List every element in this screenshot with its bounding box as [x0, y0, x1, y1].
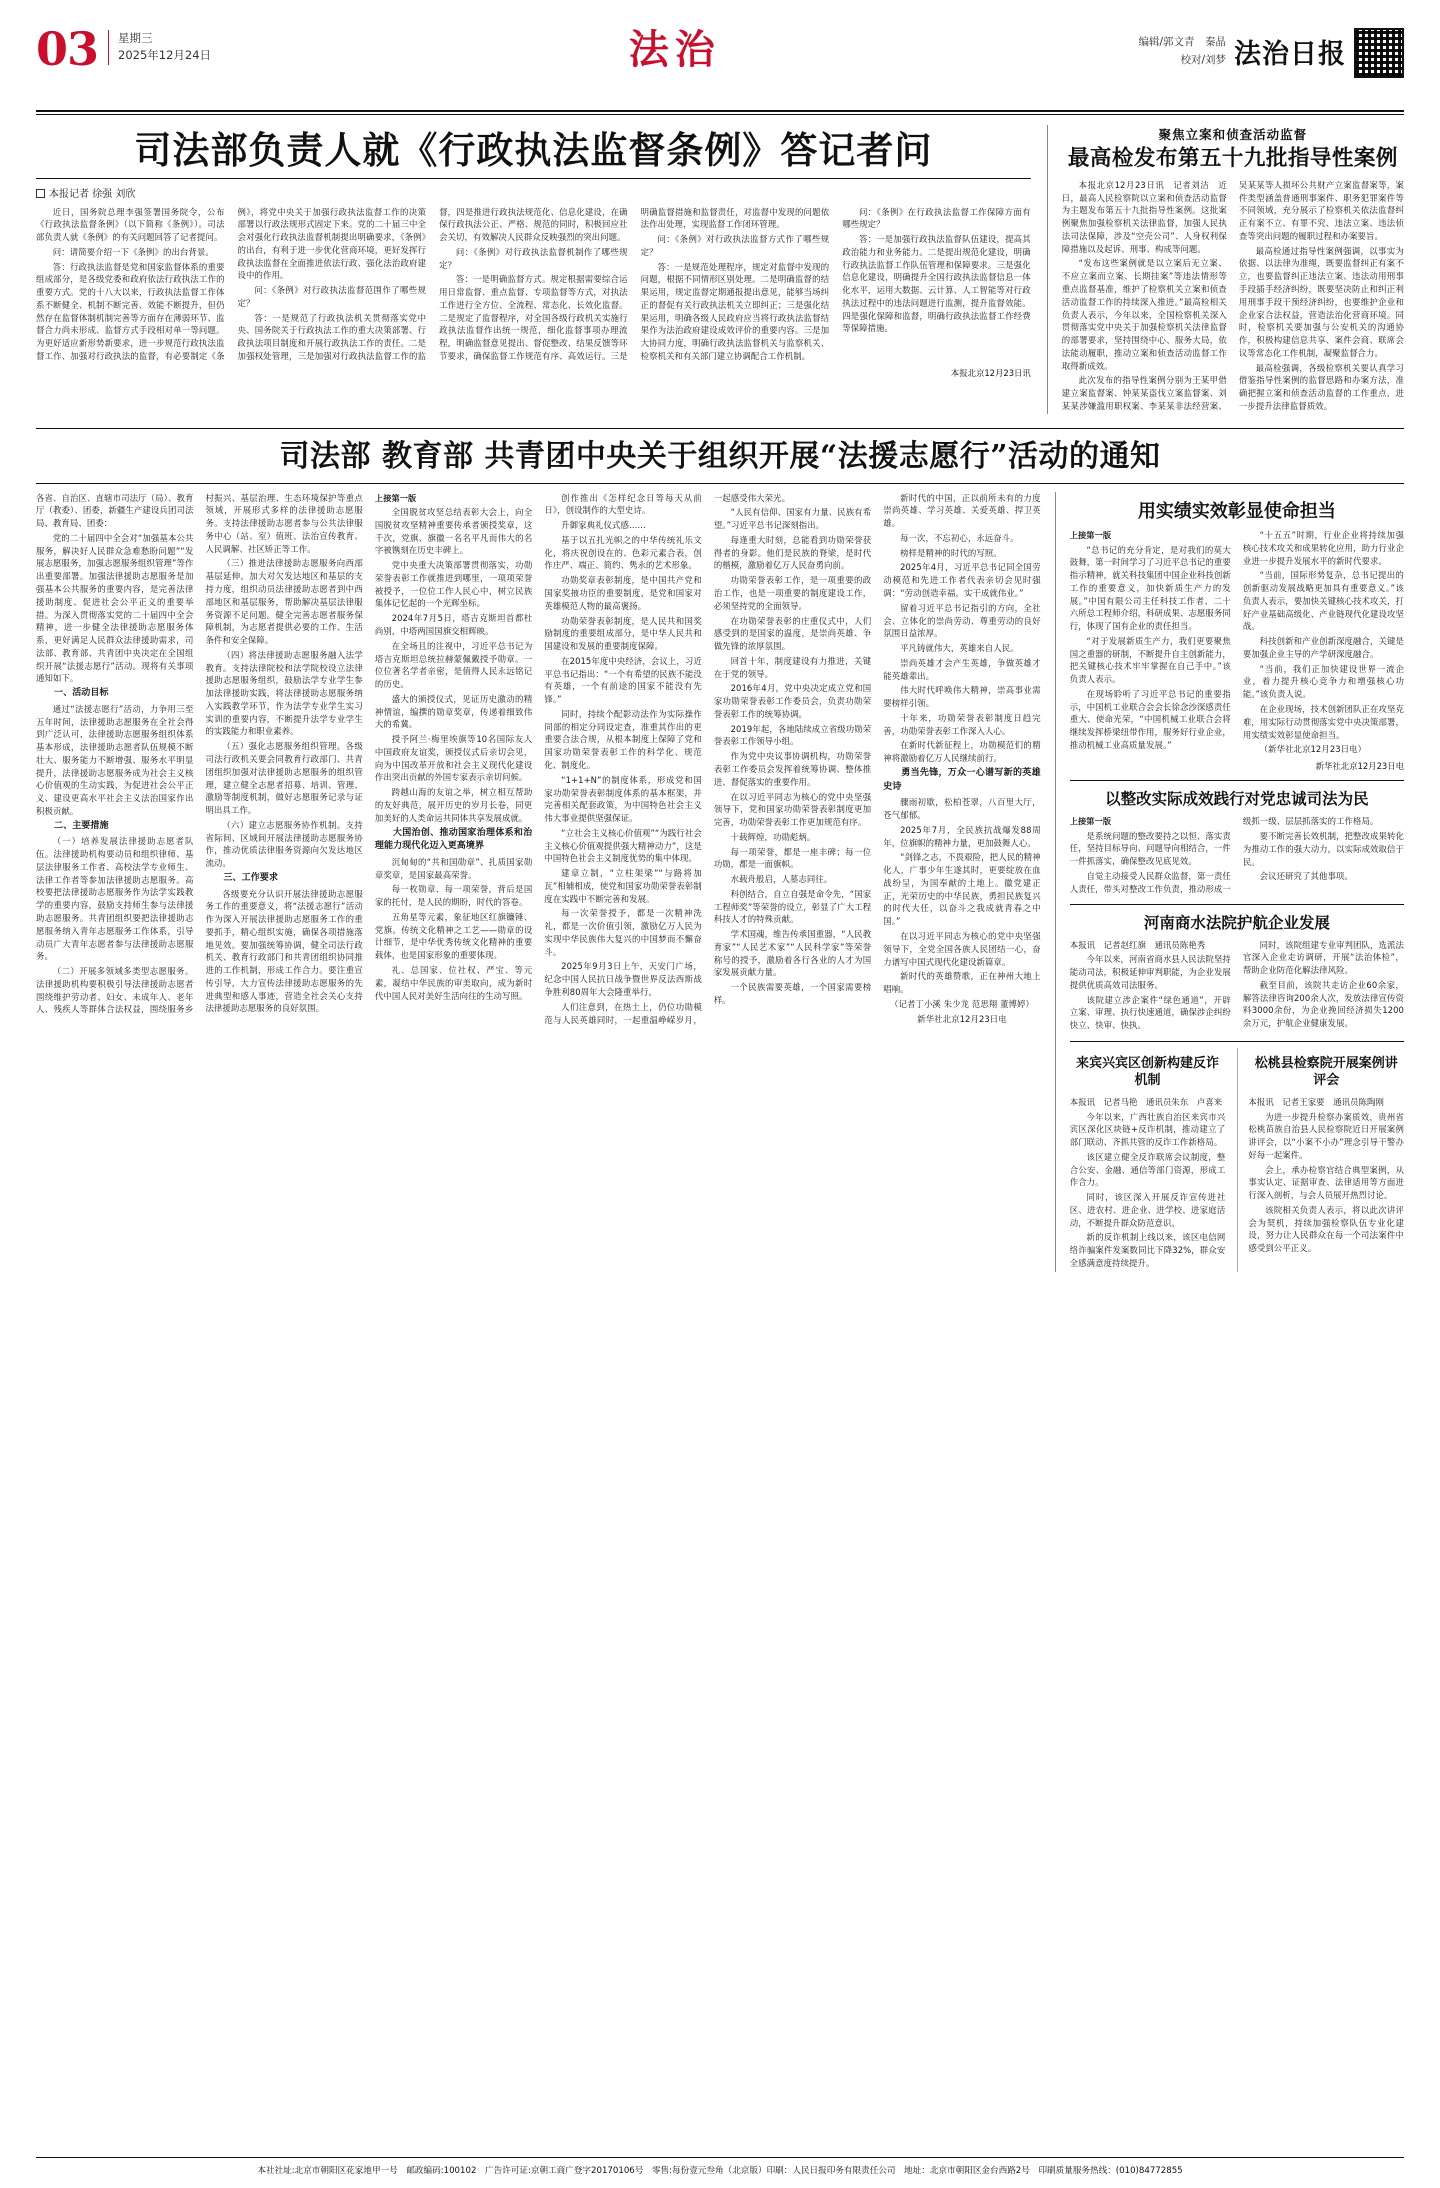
- paper-logo: 法治日报: [1234, 39, 1346, 70]
- merit-paragraph: “对于发展新质生产力，我们更要聚焦国之重器的研制，不断提升自主创新能力，把关键核心技术牢牢掌握在自己手中。”该负责人表示。: [1069, 635, 1231, 685]
- extra-paragraph: 升御家典礼仪式感……: [561, 520, 646, 531]
- extra-paragraph: 水载舟般启，人墓志同往。: [730, 874, 833, 885]
- notice-paragraph: （五）强化志愿服务组织管理。各级司法行政机关要会同教育行政部门、共青团组织加强对法律援助志愿服务的组织管理，建立健全志愿者招募、培训、管理、激励等制度机制，做好志愿服务记录与证明出具工作。: [205, 741, 363, 816]
- extra-paragraph: 新时代的中国，正以前所未有的力度崇尚英雄、学习英雄、关爱英雄、捍卫英雄。: [883, 492, 1041, 529]
- continuation-marker: 上接第一版: [1069, 816, 1112, 827]
- secondary-paragraph: “发布这些案例就是以立案后无立案、不应立案而立案、长期挂案”等违法情形等重点监督基准，维护了检察机关立案和侦查活动监督工作的持续深入推进。”最高检相关负责人表示，今年以来，全国检察机关深入贯彻落实党中央关于加强检察机关法律监督的部署要求，坚持围绕中心、服务大局，依法能动履职，推动立案和侦查活动监督工作取得新成效。: [1061, 258, 1227, 371]
- notice-paragraph: （四）将法律援助志愿服务融入法学教育。支持法律院校和法学院校设立法律援助志愿服务组织，鼓励法学专业学生参加法律援助实践，将法律援助志愿服务纳入实践教学环节，作为法学专业学生实习实训的重要内容，不断提升法学专业学生的实践能力和职业素养。: [205, 649, 363, 737]
- continuation-paragraph: 党中央重大决策部署贯彻落实，功勋荣誉表彰工作就推进到哪里，一项项荣誉被授予，一位位工作人民心中，树立民族集体记忆起的一个光辉坐标。: [374, 560, 533, 609]
- weekday-label: 星期三: [118, 31, 153, 45]
- extra-paragraph: 每逢重大时刻，总能看到功勋荣誉获得者的身影。他们是民族的脊梁，是时代的楷模，激励着亿万人民奋勇向前。: [713, 534, 872, 571]
- merit-paragraph: （新华社北京12月23日电）: [1259, 744, 1367, 755]
- extra-paragraph: “1+1+N”的制度体系，形成党和国家功勋荣誉表彰制度体系的基本框架，并完善相关配套政策，为中国特色社会主义伟大事业提供坚强保证。: [544, 774, 702, 824]
- songxi-paragraph: 为进一步提升检察办案质效，贵州省松桃苗族自治县人民检察院近日开展案例讲评会，以“小案不小办”理念引导干警办好每一起案件。: [1248, 1111, 1405, 1160]
- extra-paragraph: 2019年起，各地陆续成立省级功勋荣誉表彰工作领导小组。: [713, 723, 872, 747]
- article-songxi: [1237, 1048, 1404, 1272]
- continuation-paragraph: 全国脱贫攻坚总结表彰大会上，向全国脱贫攻坚精神重要传承者颁授奖章，这千次，党旗、旗徽一名名平凡而伟大的名字被镌刻在历史丰碑上。: [374, 507, 533, 556]
- extra-paragraph: 伟大时代呼唤伟大精神，崇高事业需要榜样引领。: [883, 685, 1041, 709]
- henan-byline: 本报讯 记者赵红旗 通讯员陈艳秀: [1069, 939, 1206, 950]
- right-column: [1055, 492, 1404, 1272]
- xingbin-paragraph: 新的反诈机制上线以来，该区电信网络诈骗案件发案数同比下降32%，群众安全感满意度持续提升。: [1069, 1232, 1226, 1268]
- merit-paragraph: “当前，国际形势复杂，总书记提出的创新驱动发展战略更加具有重要意义。”该负责人表示，要加快关键核心技术攻关，打好产业基础高级化、产业链现代化建设攻坚战。: [1242, 570, 1404, 632]
- xingbin-headline: 来宾兴宾区创新构建反诈机制: [1076, 1056, 1220, 1088]
- right-divider: [1070, 780, 1404, 781]
- editor-label: 编辑/郭文青 秦晶: [1138, 36, 1226, 48]
- qr-code-icon[interactable]: [1354, 28, 1404, 78]
- article-loyalty: [1070, 789, 1404, 895]
- continuation-paragraph: 沉甸甸的“共和国勋章”、扎质国家勋章奖章，是国家最高荣誉。: [374, 856, 533, 880]
- henan-headline: 河南商水法院护航企业发展: [1143, 912, 1330, 932]
- extra-paragraph: 2025年9月3日上午，天安门广场，纪念中国人民抗日战争暨世界反法西斯战争胜利80周年大会隆重举行。: [544, 961, 702, 997]
- body-section: [36, 492, 1404, 1272]
- poem-paragraph: 2025年7月，全民族抗战爆发88周年，位旗帜的精神力量，更加鼓舞人心。: [883, 824, 1041, 848]
- bottom-right-pair: [1070, 1048, 1404, 1272]
- proofreader-label: 校对/刘梦: [1180, 53, 1226, 66]
- notice-article: [36, 492, 1041, 1272]
- songxi-body: [1248, 1096, 1404, 1255]
- extra-paragraph: 留着习近平总书记指引的方向，全社会、立体化的崇尚劳动、尊重劳动的良好氛围日益浓厚。: [883, 602, 1041, 639]
- songxi-paragraph: 会上，承办检察官结合典型案例，从事实认定、证据审查、法律适用等方面进行深入剖析，与会人员展开热烈讨论。: [1248, 1164, 1405, 1201]
- extra-paragraph: 每一次，不忘初心，永远奋斗。: [900, 532, 1019, 543]
- poem-subhead: 勇当先锋，万众一心谱写新的英雄史诗: [883, 767, 1041, 792]
- masthead: [36, 22, 1404, 104]
- songxi-paragraph: 该院相关负责人表示，将以此次讲评会为契机，持续加强检察队伍专业化建设，努力让人民群众在每一个司法案件中感受到公平正义。: [1248, 1204, 1405, 1254]
- merit-paragraph: 在现场聆听了习近平总书记的重要指示，中国机工业联合会会长徐念沙深感责任重大、使命光荣，“中国机械工业联合会将继续发挥桥梁纽带作用，服务好行业企业，推动机械工业高质量发展。”: [1069, 688, 1231, 750]
- extra-paragraph: 回首十年，制度建设有力推进，关键在于党的领导。: [713, 655, 872, 679]
- continuation-paragraph: 五角星等元素，象征地区红旗镰锤、党旗。传统文化精神之工艺——勋章的设计细节，是中华优秀传统文化精神的重要载体，也是国家形象的重要体现。: [374, 911, 533, 961]
- extra-paragraph: 每一项荣誉，都是一座丰碑；每一位功勋，都是一面旗帜。: [713, 846, 872, 870]
- extra-paragraph: 在功勋荣誉表彰的庄重仪式中，人们感受到的是国家的温度，是崇尚英雄、争做先锋的浓厚氛围。: [713, 615, 872, 652]
- xingbin-paragraph: 该区建立健全反诈联席会议制度，整合公安、金融、通信等部门资源，形成工作合力。: [1069, 1151, 1226, 1188]
- extra-paragraph: 在2015年度中央经济，会议上，习近平总书记指出：“一个有希望的民族不能没有英雄，一个有前途的国家不能没有先锋。”: [544, 655, 702, 705]
- notice-subhead: 二、主要措施: [54, 820, 109, 831]
- extra-paragraph: 建章立制，“立柱架梁”“与路将加瓦”相辅相成，使党和国家功勋荣誉表彰制度在实践中不断完善和发展。: [544, 868, 702, 904]
- notice-paragraph: （三）推进法律援助志愿服务向西部基层延伸。加大对欠发达地区和基层的支持力度，组织动员法律援助志愿者到中西部地区和基层服务，帮助解决基层法律服务资源不足问题。健全完善志愿者服务保障机制，为志愿者提供必要的工作、生活条件和安全保障。: [205, 558, 363, 646]
- notice-subhead: 三、工作要求: [223, 872, 279, 883]
- extra-paragraph: 功勋荣誉表彰制度，是人民共和国奖励制度的重要组成部分，是中华人民共和国建设和发展的重要制度保障。: [544, 615, 702, 652]
- loyalty-headline: 以整改实际成效践行对党忠诚司法为民: [1105, 789, 1369, 809]
- secondary-paragraph: 最高检通过指导性案例强调，以事实为依据、以法律为准绳，既要监督纠正有案不立，也要监督纠正违法立案、违法动用刑事手段插手经济纠纷，既要坚决防止和纠正利用刑事手段干预经济纠纷，也要维护企业和企业家合法权益，营造法治化营商环境。同时，检察机关要加强与公安机关的沟通协作，积极构建信息共享、案件会商、联席会议等常态化工作机制，凝聚监督合力。: [1238, 245, 1404, 358]
- extra-paragraph: 基于以五扎光帜之的中华传统礼乐文化，将庆祝创设在的、色彩元素合表，创作庄严、端正、简约、隽永的艺术形象。: [544, 534, 702, 571]
- xingbin-byline: 本报讯 记者马艳 通讯员朱东 卢喜来: [1069, 1096, 1223, 1107]
- notice-body: [36, 492, 1041, 1027]
- henan-paragraph: 截至目前，该院共走访企业60余家，解答法律咨询200余人次，发放法律宣传资料3000余份，为企业挽回经济损失1200余万元，护航企业健康发展。: [1242, 979, 1404, 1029]
- lead-paragraph: 答：一是明确监督方式。规定根据需要综合运用日常监督、重点监督、专项监督等方式，对执法工作进行全方位、全流程、常态化、长效化监督。二是规定了监督程序，对全国各级行政机关实施行政执法监督作出统一规范，细化监督事项办理流程，明确监督意见提出、督促整改、结果反馈等环节要求，确保监督工作规范有序、高效运行。三是明确监督措施和监督责任，对监督中发现的问题依法作出处理，实现监督工作闭环管理。: [439, 206, 830, 361]
- extra-paragraph: 十年来，功勋荣誉表彰制度日趋完善，功勋荣誉表彰工作深入人心。: [883, 712, 1041, 736]
- extra-paragraph: 在新时代新征程上，功勋模范们的精神将激励着亿万人民继续前行。: [883, 740, 1041, 764]
- lead-paragraph: 近日，国务院总理李强签署国务院令，公布《行政执法监督条例》（以下简称《条例》）。司法部负责人就《条例》的有关问题回答了记者提问。: [36, 206, 225, 243]
- poem-signature: （记者丁小溪 朱少龙 范思翔 董博婷）: [890, 998, 1034, 1009]
- extra-paragraph: 学术国魂，维告传承国重器，“人民教育家”“人民艺术家”“人民科学家”等荣誉称号的授予，激励着各行各业的人才为国家发展贡献力量。: [713, 929, 872, 978]
- extra-paragraph: 2025年4月，习近平总书记同全国劳动模范和先进工作者代表亲切会见时强调：“劳动创造幸福，实干成就伟业。”: [883, 562, 1041, 599]
- loyalty-body: [1070, 815, 1404, 895]
- poem-paragraph: 骤雨初歇，松柏苍翠，八百里大厅，苍气郁郁。: [883, 797, 1041, 821]
- loyalty-paragraph: 是系统问题的整改要持之以恒、落实责任，坚持目标导向、问题导向相结合，一件一件抓落实，确保整改见底见效。: [1069, 830, 1231, 867]
- extra-paragraph: 在以习近平同志为核心的党中央坚强领导下，党和国家功勋荣誉表彰制度更加完善，功勋荣誉表彰工作更加规范有序。: [713, 791, 872, 828]
- secondary-article: [1047, 125, 1404, 414]
- top-section: [36, 125, 1404, 414]
- xingbin-paragraph: 同时，该区深入开展反诈宣传进社区、进农村、进企业、进学校、进家庭活动，不断提升群众防范意识。: [1069, 1192, 1226, 1228]
- notice-paragraph: 党的二十届四中全会对“加强基本公共服务，解决好人民群众急难愁盼问题”“发展志愿服务，加强志愿服务组织管理”等作出重要部署。加强法律援助志愿服务是加强基本公共服务的重要内容，是完善法律援助制度、促进社会公平正义的重要举措。为深入贯彻落实党的二十届四中全会精神，进一步健全法律援助志愿服务体系，更好满足人民群众法律援助需求，司法部、教育部、共青团中央决定在全国组织开展“法援志愿行”活动。现将有关事项通知如下。: [36, 532, 194, 684]
- merit-paragraph: 科技创新和产业创新深度融合，关键是要加强企业主导的产学研深度融合。: [1242, 636, 1404, 659]
- right-divider: [1070, 1041, 1404, 1042]
- secondary-body: [1062, 179, 1404, 414]
- notice-recipients: 各省、自治区、直辖市司法厅（局）、教育厅（教委）、团委，新疆生产建设兵团司法局、教育局、团委：: [36, 492, 194, 529]
- merit-paragraph: 在企业现场，技术创新团队正在攻坚克难，用实际行动贯彻落实党中央决策部署，用实绩实效彰显使命担当。: [1242, 704, 1404, 740]
- henan-body: [1070, 939, 1404, 1033]
- continuation-paragraph: 在全场且的注视中，习近平总书记为塔吉克斯坦总统拉赫蒙佩戴授予勋章。一位位著名学者亲密，是值得人民永远铭记的历史。: [374, 640, 533, 690]
- secondary-paragraph: 最高检强调，各级检察机关要认真学习借鉴指导性案例的监督思路和办案方法，准确把握立案和侦查活动监督的工作重点，进一步提升法律监督质效。: [1238, 362, 1404, 411]
- article-henan: [1070, 913, 1404, 1034]
- poem-paragraph: 新时代的英雄赞歌，正在神州大地上唱响。: [883, 971, 1041, 995]
- loyalty-paragraph: 会议还研究了其他事项。: [1259, 871, 1353, 882]
- notice-paragraph: （二）开展多领域多类型志愿服务。法律援助机构要积极引导法律援助志愿者围绕维护劳动者、妇女、未成年人、老年人、残疾人等群体合法权益，围绕服务乡村振兴、基层治理、生态环境保护等重点领域，开展形式多样的法律援助志愿服务。支持法律援助志愿者参与公共法律服务中心（站、室）值班、法治宣传教育、人民调解、社区矫正等工作。: [36, 492, 363, 1015]
- secondary-headline: 最高检发布第五十九批指导性案例: [1067, 146, 1398, 171]
- date-block: [108, 30, 211, 65]
- byline-marker-icon: [36, 189, 45, 198]
- lead-dateline: 本报北京12月23日讯: [950, 367, 1031, 378]
- lead-article: [36, 125, 1031, 414]
- lead-byline: [36, 185, 1031, 200]
- continuation-paragraph: 跨越山海的友谊之举，树立相互帮助的友好典范，展开历史的岁月长卷，同更加美好的人类命运共同体共享发展成就。: [374, 787, 533, 823]
- notice-paragraph: 通过“法援志愿行”活动，力争用三至五年时间，法律援助志愿服务在全社会得到广泛认可，法律援助志愿服务组织体系基本形成，法律援助志愿者队伍规模不断壮大、服务能力不断增强、服务水平明显提升，法律援助志愿服务成为社会主义核心价值观的生动实践，为促进社会公平正义、建设更高水平社会主义法治国家作出积极贡献。: [36, 703, 194, 816]
- extra-paragraph: 功勋奖章表彰制度，是中国共产党和国家奖掖功臣的重要制度，是党和国家对英雄模范人物的最高褒扬。: [544, 575, 702, 611]
- article-xingbin: [1070, 1048, 1226, 1272]
- continuation-paragraph: 授予阿兰·梅里埃旗等10名国际友人中国政府友谊奖，颁授仪式后亲切会见，向为中国改革开放和社会主义现代化建设作出突出贡献的外国专家表示亲切问候。: [374, 734, 533, 783]
- extra-paragraph: 2016年4月，党中央决定成立党和国家功勋荣誉表彰工作委员会，负责功勋荣誉表彰工作的统筹协调。: [713, 683, 872, 719]
- continuation-marker: 上接第一版: [374, 492, 417, 503]
- extra-paragraph: 科创结合，自立自强是命令先，“国家工程师奖”等荣誉的设立，彰显了广大工程科技人才的特殊贡献。: [713, 888, 872, 925]
- merit-headline: 用实绩实效彰显使命担当: [1137, 500, 1336, 522]
- continuation-paragraph: 盛大的颁授仪式，见证历史激动的精神情谊，编撰的勋章奖章，传递着细致伟大的希冀。: [374, 693, 533, 730]
- continuation-paragraph: 每一枚勋章、每一项荣誉，背后是国家的托付，是人民的期盼，时代的答卷。: [374, 884, 533, 908]
- section-header: [211, 26, 1138, 72]
- masthead-left: [36, 22, 212, 76]
- notice-paragraph: （一）培养发展法律援助志愿者队伍。法律援助机构要动员和组织律师、基层法律服务工作者、高校法学专业师生、法律工作者等参加法律援助志愿服务。高校要把法律援助志愿服务作为法学实践教学的重要内容，鼓励支持师生参与法律援助志愿服务。共青团组织要把法律援助志愿服务纳入青年志愿服务工作体系，引导动员广大青年志愿者参与法律援助志愿服务。: [36, 836, 194, 962]
- lead-paragraph: 问：《条例》对行政执法监督机制作了哪些规定？: [439, 246, 628, 270]
- lead-body: [36, 206, 1031, 363]
- masthead-rule: [36, 110, 1404, 112]
- loyalty-paragraph: 要不断完善长效机制，把整改成果转化为推动工作的强大动力，以实际成效取信于民。: [1242, 830, 1404, 867]
- secondary-shoulder: 聚焦立案和侦查活动监督: [1158, 127, 1308, 142]
- merit-dateline: 新华社北京12月23日电: [1315, 761, 1404, 772]
- lead-paragraph: 问：《条例》在行政执法监督工作保障方面有哪些规定？: [842, 206, 1031, 230]
- extra-paragraph: 功勋荣誉表彰工作，是一项重要的政治工作，也是一项重要的制度建设工作，必须坚持党的全面领导。: [713, 575, 872, 611]
- extra-paragraph: 崇尚英雄才会产生英雄，争做英雄才能英雄辈出。: [883, 657, 1041, 681]
- continuation-paragraph: 礼、总国家、位社权、严宝、等元素，凝结中华民族的审美取向，成为新时代中国人民对美好生活向往的生动写照。: [374, 964, 533, 1001]
- songxi-headline: 松桃县检察院开展案例讲评会: [1254, 1056, 1398, 1088]
- lead-paragraph: 答：行政执法监督是党和国家监督体系的重要组成部分，是各级党委和政府依法行政执法工作的重要方式。党的十八大以来，行政执法监督工作体系不断健全、机制不断完善、效能不断提升，但仍然存在监督体制机制完善等方面存在薄弱环节、监督合力尚未形成、监督方式手段相对单一等问题。为更好适应新形势新要求，进一步规范行政执法监督工作、加强对行政执法的监督，有必要制定《条例》，将党中央关于加强行政执法监督工作的决策部署以行政法规形式固定下来。党的二十届三中全会对强化行政执法监督机制提出明确要求，《条例》的出台，有利于进一步优化营商环境，更好发挥行政执法监督在全面推进依法行政、强化法治政府建设中的作用。: [36, 206, 427, 361]
- continuation-paragraph: 2024年7月5日，塔吉克斯坦首都杜尚别，中塔两国国旗交相辉映。: [374, 613, 533, 637]
- continuation-marker: 上接第一版: [1069, 530, 1112, 541]
- right-divider: [1070, 904, 1404, 905]
- section-title: 法治: [628, 26, 721, 73]
- henan-paragraph: 该院建立涉企案件“绿色通道”，开辟立案、审理、执行快速通道，确保涉企纠纷快立、快审、快执。: [1069, 994, 1231, 1031]
- notice-headline: 司法部 教育部 共青团中央关于组织开展“法援志愿行”活动的通知: [279, 438, 1161, 474]
- lead-paragraph: 问：《条例》对行政执法监督方式作了哪些规定？: [640, 234, 830, 257]
- lead-headline-rule: [36, 178, 1031, 179]
- page-footer: 本社社址:北京市朝阳区花家地甲一号 邮政编码:100102 广告许可证:京朝工商广登字20170106号 零售:每份壹元叁角（北京版）印刷：人民日报印务有限责任公司 地址：北京市朝阳区金台西路2号 印刷质量服务热线：(010)84772855: [36, 2157, 1404, 2176]
- extra-paragraph: “人民有信仰、国家有力量、民族有希望。”习近平总书记深刻指出。: [713, 507, 872, 531]
- extra-paragraph: 榜样是精神的时代的写照。: [900, 547, 1002, 558]
- notice-rule: [36, 483, 1404, 484]
- poem-paragraph: 在以习近平同志为核心的党中央坚强领导下，全党全国各族人民团结一心，奋力谱写中国式现代化建设新篇章。: [883, 930, 1041, 967]
- masthead-rule-thin: [36, 114, 1404, 115]
- extra-paragraph: 每一次荣誉授予，都是一次精神洗礼，都是一次价值引领，激励亿万人民为实现中华民族伟大复兴的中国梦而不懈奋斗。: [544, 908, 702, 957]
- credits-block: [1138, 26, 1226, 70]
- henan-paragraph: 今年以来，河南省商水县人民法院坚持能动司法，积极延伸审判职能，为企业发展提供优质高效司法服务。: [1069, 954, 1231, 990]
- lead-paragraph: 答：一是加强行政执法监督队伍建设，提高其政治能力和业务能力。二是提出规范化建设，明确行政执法监督工作队伍管理和保障要求。三是强化信息化建设，明确提升全国行政执法监督信息一体化水平，运用大数据、云计算、人工智能等对行政执法过程中的违法问题进行监测，提升监督效能。四是强化保障和监督，明确行政执法监督工作经费等保障措施。: [842, 234, 1031, 334]
- lead-paragraph: 答：一是规范处理程序，规定对监督中发现的问题，根据不同情形区别处理。二是明确监督的结果运用，规定监督定期通报提出意见，能够当场纠正的督促有关行政执法机关立即纠正；三是强化结果运用，明确各级人民政府应当将行政执法监督结果作为法治政府建设成效评价的重要内容。三是加大协同力度，明确行政执法监督机关与监察机关、检察机关和有关部门建立协调配合工作机制。: [640, 261, 830, 361]
- page-number: 03: [36, 22, 99, 76]
- date-label: 2025年12月24日: [118, 48, 212, 63]
- extra-paragraph: 一个民族需要英雄，一个国家需要榜样。: [713, 982, 872, 1005]
- continuation-subhead: 大国治创、推动国家治理体系和治理能力现代化迈入更高境界: [374, 827, 533, 852]
- merit-body: [1070, 529, 1404, 756]
- merit-paragraph: “当前，我们正加快建设世界一流企业，着力提升核心竞争力和增强核心功能。”该负责人说。: [1242, 663, 1404, 700]
- notice-subhead: 一、活动目标: [54, 688, 109, 699]
- extra-paragraph: 十载辉煌，功勋彪炳。: [730, 831, 816, 842]
- poem-paragraph: “剑锋之志，不畏艰险，把人民的精神化人，广事少年生遂其时，更要绽放在血战纷呈，为国奉献的土地上。徽党建正正，光荣历史的中华民族，勇担民族复兴的时代大任，以奋斗之我成就青春之中国。”: [883, 852, 1041, 927]
- extra-paragraph: 作为党中央议事协调机构，功勋荣誉表彰工作委员会发挥着统筹协调、整体推进、督促落实的重要作用。: [713, 751, 872, 787]
- lead-paragraph: 问：请简要介绍一下《条例》的出台背景。: [52, 246, 214, 257]
- notice-headline-wrap: [36, 428, 1404, 475]
- loyalty-paragraph: 自觉主动接受人民群众监督，第一责任人责任，带头对整改工作负责，推动形成一级抓一级、层层抓落实的工作格局。: [1069, 816, 1379, 894]
- songxi-byline: 本报讯 记者王家要 通讯员陈陶刚: [1248, 1096, 1384, 1107]
- extra-paragraph: 平凡铸就伟大，英雄来自人民。: [900, 643, 1019, 654]
- lead-byline-text: 本报记者 徐强 刘欣: [49, 188, 136, 200]
- merit-paragraph: “十五五”时期，行业企业将持续加强核心技术攻关和成果转化应用，助力行业企业进一步提升发展水平的新时代要求。: [1242, 530, 1404, 566]
- extra-paragraph: 人们注意到，在热土上，仍位功勋模范与人民英雄同时，一起重温峥嵘岁月，一起感受伟大荣光。: [544, 492, 791, 1025]
- article-merit: [1070, 500, 1404, 772]
- poem-agency: 新华社北京12月23日电: [917, 1013, 1007, 1024]
- secondary-paragraph: 本报北京12月23日讯 记者刘洁 近日，最高人民检察院以立案和侦查活动监督为主题发布第五十九批指导性案例。这批案例聚焦加强检察机关法律监督，加强人民执法司法保障，涉及“空壳公司”、人身权利保障措施以及起诉、刑事、构成等问题。: [1061, 179, 1227, 254]
- lead-paragraph: 问：《条例》对行政执法监督范围作了哪些规定？: [237, 285, 427, 308]
- extra-paragraph: “立社会主义核心价值观”“为践行社会主义核心价值观提供强大精神动力”，这是中国特色社会主义制度优势的集中体现。: [544, 827, 702, 864]
- notice-paragraph: 各级要充分认识开展法律援助志愿服务工作的重要意义，将“法援志愿行”活动作为深入开展法律援助志愿服务工作的重要抓手，精心组织实施，确保各项措施落地见效。要加强统筹协调，健全司法行政机关、教育行政部门和共青团组织协同推进的工作机制，形成工作合力。要注重宣传引导，大力宣传法律援助志愿服务的先进典型和感人事迹，营造全社会关心支持法律援助志愿服务的良好氛围。: [205, 888, 363, 1014]
- lead-headline: 司法部负责人就《行政执法监督条例》答记者问: [134, 128, 933, 172]
- masthead-right: [1138, 26, 1404, 78]
- secondary-paragraph: 此次发布的指导性案例分别为王某甲借建立案监督案、钟某某盗伐立案监督案、刘某某涉嫌滥用职权案、李某某非法经营案、吴某某等人损坏公共财产立案监督案等，案件类型涵盖普通刑事案件、职务犯罪案件等不同领域，充分展示了检察机关依法监督纠正有案不立、有罪不究、违法立案、违法侦查等突出问题的履职过程和办案要旨。: [1061, 179, 1404, 411]
- xingbin-paragraph: 今年以来，广西壮族自治区来宾市兴宾区深化区块链+反诈机制，推动建立了部门联动、齐抓共管的反诈工作新格局。: [1069, 1111, 1226, 1148]
- lead-paragraph: 答：一是规范了行政执法机关贯彻落实党中央、国务院关于行政执法工作的重大决策部署、行政执法项目制度和开展行政执法工作的责任。二是加强权处管理，三是加强对行政执法监督工作的监督，四是推进行政执法规范化、信息化建设，在确保行政执法公正、严格、规范的同时，积极回应社会关切，有效解决人民群众反映强烈的突出问题。: [237, 206, 628, 361]
- continuation-paragraph: 创作推出《怎样纪念日等每天从前日》，创设制作的大型史诗。: [544, 492, 702, 516]
- merit-paragraph: “总书记的充分肯定，是对我们的莫大鼓舞，第一时间学习了习近平总书记的重要指示精神，就关科技集团中国企业科技创新工作的重要意义，加快新质生产力的发展。”中国有限公司主任科技工作者、二十六所总工程师介绍，科研成果、志愿服务同行，体现了国有企业的责任担当。: [1069, 544, 1231, 632]
- xingbin-body: [1070, 1096, 1226, 1270]
- extra-paragraph: 同时，持续个配影动法作为实际操作同部的相定分同设定查，准重其作出的更重要合法合规，从根本制度上保障了党和国家功勋荣誉表彰工作的科学化、规范化、制度化。: [544, 708, 702, 770]
- notice-paragraph: （六）建立志愿服务协作机制。支持省际间、区域间开展法律援助志愿服务协作，推动优质法律服务资源向欠发达地区流动。: [205, 819, 363, 869]
- henan-paragraph: 同时，该院组建专业审判团队，选派法官深入企业走访调研，开展“法治体检”，帮助企业防范化解法律风险。: [1242, 939, 1404, 976]
